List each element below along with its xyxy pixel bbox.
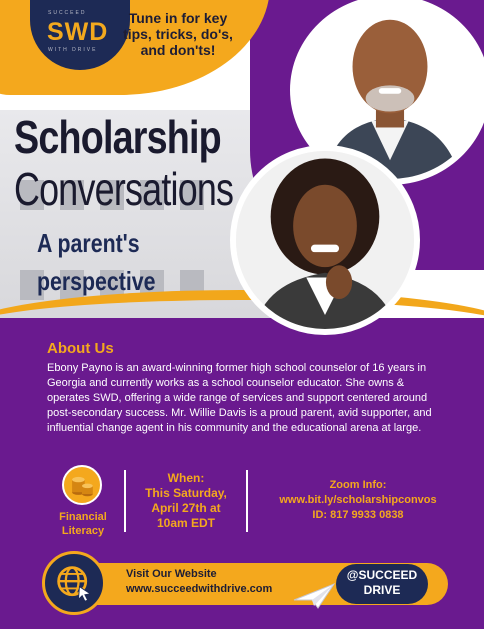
title-line-2: Conversations — [14, 163, 234, 215]
logo-top-text: SUCCEED — [48, 10, 87, 16]
logo: SWD — [47, 18, 109, 46]
title-line-1: Scholarship — [14, 111, 221, 163]
zoom-heading: Zoom Info: — [329, 479, 387, 491]
financial-literacy-label: Financial Literacy — [59, 511, 107, 537]
coins-icon — [62, 465, 102, 505]
when-date: April 27th at — [151, 501, 221, 515]
divider — [246, 470, 248, 532]
about-body: Ebony Payno is an award-winning former high school counselor of 16 years in Georgia and currently works as a school counselor educator. She owns & operates SWD, offering a wide range of services and support centered around post-secondary success. Mr. Willie Davis is a proud parent, avid supporter, and influential change agent in his community and the educational arena at large. — [47, 362, 432, 434]
handle-line-2: DRIVE — [363, 583, 401, 597]
divider — [124, 470, 126, 532]
gold-arc-divider — [0, 290, 484, 370]
tagline: Tune in for key tips, tricks, do's, and don'ts! — [123, 10, 233, 58]
about-heading: About Us — [47, 340, 114, 357]
subtitle-line-1: A parent's — [37, 228, 140, 258]
zoom-block — [258, 478, 458, 523]
when-time: 10am EDT — [156, 516, 216, 530]
subtitle-line-2: perspective — [37, 266, 156, 296]
zoom-link[interactable]: www.bit.ly/scholarshipconvos — [279, 494, 437, 506]
globe-cursor-icon — [42, 551, 106, 615]
woman-photo — [236, 151, 414, 329]
when-block — [134, 471, 238, 531]
when-day: This Saturday, — [145, 486, 227, 500]
logo-bottom-text: WITH DRIVE — [48, 47, 98, 53]
paper-plane-icon — [292, 580, 336, 612]
zoom-id: ID: 817 9933 0838 — [312, 509, 404, 521]
website-link[interactable]: www.succeedwithdrive.com — [126, 583, 273, 595]
when-heading: When: — [167, 471, 205, 485]
social-handle-button[interactable] — [336, 564, 428, 604]
visit-website-label: Visit Our Website — [126, 568, 217, 580]
handle-line-1: @SUCCEED — [346, 568, 418, 582]
portrait-ebony-payno — [230, 145, 420, 335]
